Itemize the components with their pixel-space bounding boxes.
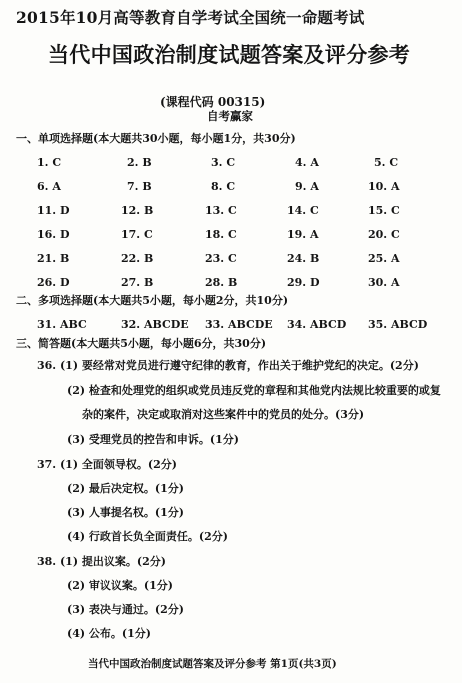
answer-line: 38. (1) 提出议案。(2分) bbox=[37, 555, 166, 568]
answer-cell: 4. A bbox=[295, 156, 319, 169]
answer-cell: 31. ABC bbox=[37, 318, 87, 331]
course-code: (课程代码 00315) bbox=[160, 95, 266, 109]
answer-cell: 8. C bbox=[211, 180, 236, 193]
answer-cell: 3. C bbox=[211, 156, 236, 169]
answer-line: 杂的案件，决定或取消对这些案件中的党员的处分。(3分) bbox=[82, 408, 365, 421]
answer-row bbox=[0, 204, 462, 218]
answer-cell: 6. A bbox=[37, 180, 61, 193]
answer-line: (2) 审议议案。(1分) bbox=[67, 579, 173, 592]
answer-line: (2) 最后决定权。(1分) bbox=[67, 482, 184, 495]
page-title: 当代中国政治制度试题答案及评分参考 bbox=[48, 42, 411, 67]
answer-cell: 14. C bbox=[287, 204, 319, 217]
answer-cell: 16. D bbox=[37, 228, 70, 241]
answer-cell: 30. A bbox=[368, 276, 400, 289]
answer-cell: 32. ABCDE bbox=[121, 318, 189, 331]
answer-row bbox=[0, 276, 462, 290]
answer-cell: 5. C bbox=[374, 156, 399, 169]
answer-cell: 24. B bbox=[287, 252, 320, 265]
answer-row bbox=[0, 156, 462, 170]
answer-line: (3) 受理党员的控告和申诉。(1分) bbox=[67, 433, 239, 446]
answer-row bbox=[0, 318, 462, 332]
page-footer: 当代中国政治制度试题答案及评分参考 第1页(共3页) bbox=[88, 658, 337, 670]
answer-cell: 26. D bbox=[37, 276, 70, 289]
answer-row bbox=[0, 228, 462, 242]
section-1-heading: 一、单项选择题(本大题共30小题，每小题1分，共30分) bbox=[16, 132, 296, 145]
answer-cell: 23. C bbox=[205, 252, 237, 265]
answer-row bbox=[0, 252, 462, 266]
answer-cell: 25. A bbox=[368, 252, 400, 265]
answer-cell: 19. A bbox=[287, 228, 319, 241]
answer-cell: 21. B bbox=[37, 252, 70, 265]
answer-cell: 33. ABCDE bbox=[205, 318, 273, 331]
answer-cell: 10. A bbox=[368, 180, 400, 193]
answer-line: (3) 人事提名权。(1分) bbox=[67, 506, 184, 519]
answer-cell: 11. D bbox=[37, 204, 70, 217]
answer-cell: 18. C bbox=[205, 228, 237, 241]
answer-cell: 7. B bbox=[127, 180, 152, 193]
answer-line: (2) 检查和处理党的组织或党员违反党的章程和其他党内法规比较重要的或复 bbox=[67, 384, 441, 397]
answer-row bbox=[0, 180, 462, 194]
answer-line: 37. (1) 全面领导权。(2分) bbox=[37, 458, 177, 471]
answer-cell: 1. C bbox=[37, 156, 62, 169]
answer-line: (4) 公布。(1分) bbox=[67, 627, 151, 640]
answer-cell: 28. B bbox=[205, 276, 238, 289]
exam-header-title: 2015年10月高等教育自学考试全国统一命题考试 bbox=[16, 8, 365, 27]
answer-line: 36. (1) 要经常对党员进行遵守纪律的教育，作出关于维护党纪的决定。(2分) bbox=[37, 359, 419, 372]
answer-cell: 34. ABCD bbox=[287, 318, 347, 331]
answer-cell: 17. C bbox=[121, 228, 153, 241]
answer-cell: 9. A bbox=[295, 180, 319, 193]
answer-cell: 2. B bbox=[127, 156, 152, 169]
section-3-heading: 三、简答题(本大题共5小题，每小题6分，共30分) bbox=[16, 337, 267, 350]
answer-line: (3) 表决与通过。(2分) bbox=[67, 603, 184, 616]
answer-cell: 13. C bbox=[205, 204, 237, 217]
answer-cell: 29. D bbox=[287, 276, 320, 289]
watermark-subtitle: 自考赢家 bbox=[207, 109, 253, 123]
answer-cell: 20. C bbox=[368, 228, 400, 241]
answer-cell: 35. ABCD bbox=[368, 318, 428, 331]
answer-cell: 15. C bbox=[368, 204, 400, 217]
answer-cell: 27. B bbox=[121, 276, 154, 289]
section-2-heading: 二、多项选择题(本大题共5小题，每小题2分，共10分) bbox=[16, 294, 289, 307]
answer-cell: 12. B bbox=[121, 204, 154, 217]
answer-cell: 22. B bbox=[121, 252, 154, 265]
answer-line: (4) 行政首长负全面责任。(2分) bbox=[67, 530, 228, 543]
